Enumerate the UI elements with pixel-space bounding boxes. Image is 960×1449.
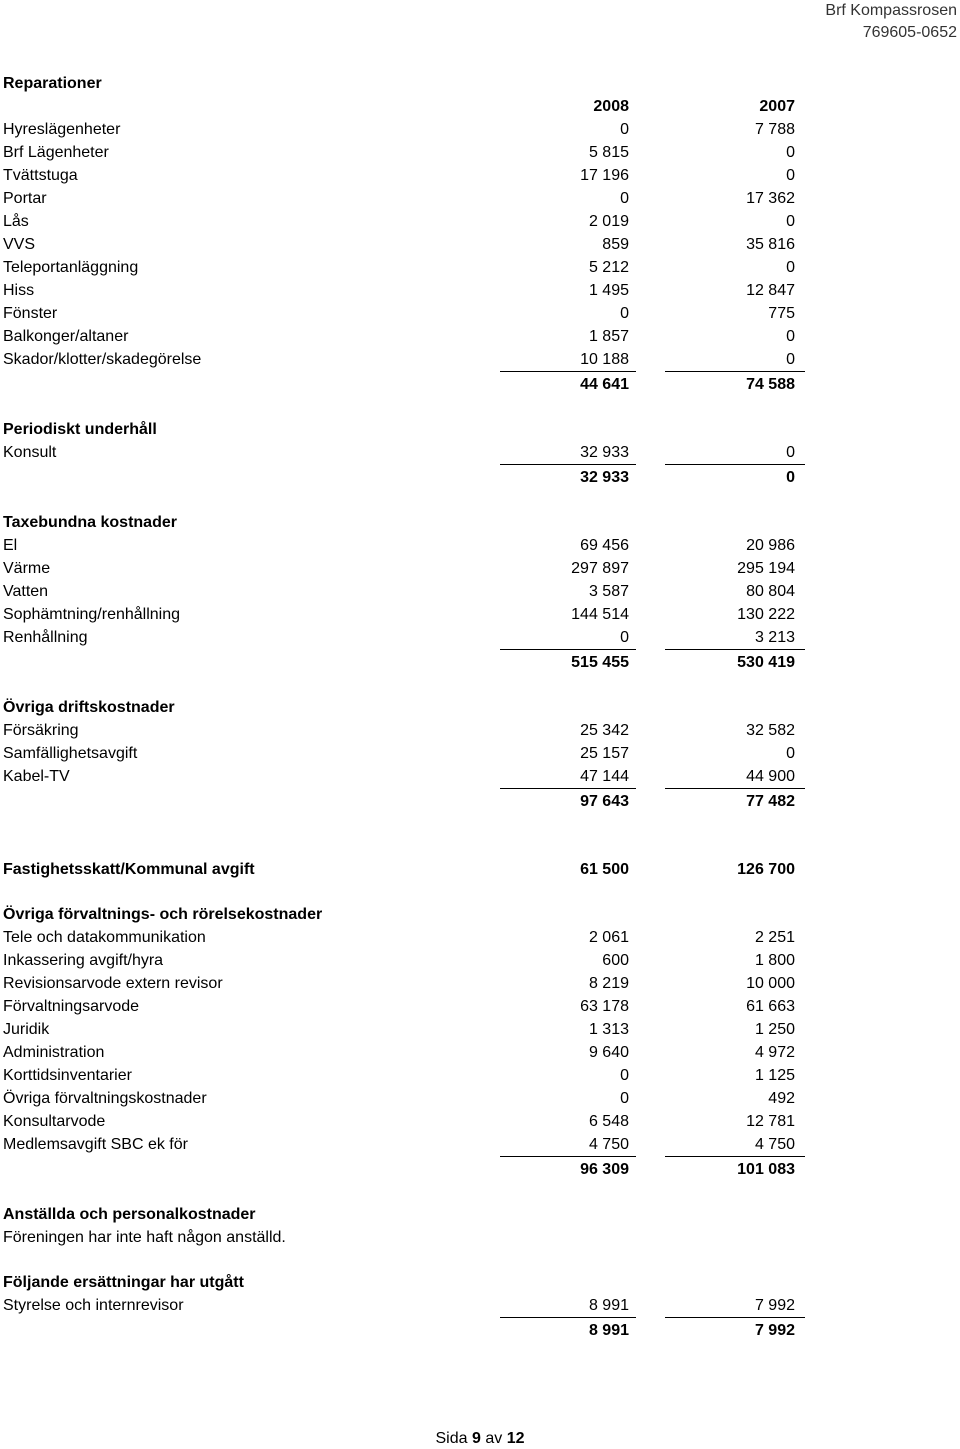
value-2007: 0 [786, 745, 795, 762]
rows-ovriga-drift [3, 719, 805, 788]
table-row [3, 1294, 805, 1317]
row-label: Samfällighetsavgift [3, 745, 138, 762]
value-2007: 4 750 [754, 1136, 795, 1153]
table-row [3, 1018, 805, 1041]
value-2008: 3 587 [588, 583, 629, 600]
table-row [3, 765, 805, 788]
row-label: Administration [3, 1044, 105, 1061]
total-ersattningar: 8 991 7 992 [3, 1317, 805, 1342]
table-row [3, 325, 805, 348]
value-2008: 8 219 [588, 975, 629, 992]
table-row [3, 1087, 805, 1110]
row-label: El [3, 537, 18, 554]
value-2007: 32 582 [746, 722, 795, 739]
row-label: Tele och datakommunikation [3, 929, 206, 946]
value-2008: 5 212 [588, 259, 629, 276]
value-2008: 6 548 [588, 1113, 629, 1130]
table-row [3, 626, 805, 649]
value-2007: 2 251 [754, 929, 795, 946]
year-header-row [3, 95, 805, 118]
row-label: VVS [3, 236, 36, 253]
year-2007: 2007 [759, 98, 795, 115]
row-label: Brf Lägenheter [3, 144, 109, 161]
table-row [3, 1110, 805, 1133]
table-row [3, 256, 805, 279]
table-row [3, 972, 805, 995]
row-label: Övriga förvaltningskostnader [3, 1090, 207, 1107]
organization-number: 769605-0652 [862, 24, 957, 41]
value-2008: 0 [620, 1067, 629, 1084]
total-ovriga-drift: 97 643 77 482 [3, 788, 805, 813]
row-label: Portar [3, 190, 47, 207]
value-2007: 0 [786, 328, 795, 345]
table-row [3, 603, 805, 626]
row-label: Kabel-TV [3, 768, 70, 785]
anstallda-text: Föreningen har inte haft någon anställd. [3, 1229, 286, 1246]
value-2008: 25 157 [580, 745, 629, 762]
rows-taxebundna [3, 534, 805, 649]
value-2007: 0 [786, 351, 795, 368]
value-2007: 1 125 [754, 1067, 795, 1084]
value-2007: 12 847 [746, 282, 795, 299]
row-label: Medlemsavgift SBC ek för [3, 1136, 188, 1153]
page-number: Sida 9 av 12 [435, 1430, 525, 1447]
value-2008: 144 514 [571, 606, 629, 623]
table-row [3, 742, 805, 765]
value-2007: 7 992 [754, 1297, 795, 1314]
table-row [3, 118, 805, 141]
value-2007: 1 800 [754, 952, 795, 969]
value-2007: 44 900 [746, 768, 795, 785]
rows-ersattningar [3, 1294, 805, 1317]
section-title-anstallda: Anställda och personalkostnader [3, 1206, 256, 1223]
row-label: Hiss [3, 282, 35, 299]
section-title-ovriga-drift: Övriga driftskostnader [3, 699, 175, 716]
value-2007: 80 804 [746, 583, 795, 600]
total-forvaltning: 96 309 101 083 [3, 1156, 805, 1181]
row-label: Vatten [3, 583, 49, 600]
row-label: Styrelse och internrevisor [3, 1297, 184, 1314]
section-title-reparationer: Reparationer [3, 75, 102, 92]
table-row [3, 302, 805, 325]
value-2008: 8 991 [588, 1297, 629, 1314]
rows-reparationer [3, 118, 805, 371]
value-2008: 0 [620, 629, 629, 646]
value-2008: 17 196 [580, 167, 629, 184]
section-title-ersattningar: Följande ersättningar har utgått [3, 1274, 244, 1291]
row-label: Juridik [3, 1021, 50, 1038]
table-row [3, 210, 805, 233]
row-label: Fönster [3, 305, 58, 322]
value-2007: 61 663 [746, 998, 795, 1015]
table-row [3, 187, 805, 210]
value-2008: 10 188 [580, 351, 629, 368]
value-2008: 2 061 [588, 929, 629, 946]
year-2008: 2008 [593, 98, 629, 115]
value-2007: 35 816 [746, 236, 795, 253]
value-2008: 297 897 [571, 560, 629, 577]
value-2008: 0 [620, 190, 629, 207]
value-2008: 32 933 [580, 444, 629, 461]
value-2007: 0 [786, 213, 795, 230]
value-2007: 17 362 [746, 190, 795, 207]
table-row [3, 1133, 805, 1156]
table-row [3, 1064, 805, 1087]
row-label: Sophämtning/renhållning [3, 606, 181, 623]
value-2007: 0 [786, 144, 795, 161]
table-row [3, 995, 805, 1018]
table-row [3, 580, 805, 603]
table-row [3, 534, 805, 557]
row-label: Balkonger/altaner [3, 328, 129, 345]
value-2007: 0 [786, 259, 795, 276]
sum-line [665, 464, 805, 465]
table-row [3, 441, 805, 464]
value-2008: 69 456 [580, 537, 629, 554]
value-2008: 0 [620, 305, 629, 322]
table-row [3, 279, 805, 302]
cost-notes [3, 72, 805, 1342]
value-2008: 1 495 [588, 282, 629, 299]
row-label: Tvättstuga [3, 167, 78, 184]
table-row [3, 557, 805, 580]
row-label: Lås [3, 213, 29, 230]
value-2008: 9 640 [588, 1044, 629, 1061]
table-row [3, 926, 805, 949]
row-fastighetsskatt: Fastighetsskatt/Kommunal avgift 61 500 126 700 [3, 861, 795, 878]
row-label: Konsultarvode [3, 1113, 106, 1130]
section-title-taxebundna: Taxebundna kostnader [3, 514, 177, 531]
row-label: Renhållning [3, 629, 88, 646]
row-label: Försäkring [3, 722, 79, 739]
total-taxebundna: 515 455 530 419 [3, 649, 805, 674]
value-2008: 1 857 [588, 328, 629, 345]
value-2007: 0 [786, 444, 795, 461]
table-row [3, 164, 805, 187]
value-2008: 1 313 [588, 1021, 629, 1038]
value-2008: 4 750 [588, 1136, 629, 1153]
value-2007: 4 972 [754, 1044, 795, 1061]
value-2007: 492 [768, 1090, 795, 1107]
value-2008: 25 342 [580, 722, 629, 739]
organization-name: Brf Kompassrosen [825, 2, 957, 19]
value-2007: 20 986 [746, 537, 795, 554]
section-title-periodiskt: Periodiskt underhåll [3, 421, 157, 438]
document-header [825, 0, 957, 44]
value-2007: 775 [768, 305, 795, 322]
value-2007: 295 194 [737, 560, 795, 577]
value-2007: 3 213 [754, 629, 795, 646]
row-label: Korttidsinventarier [3, 1067, 132, 1084]
table-row [3, 719, 805, 742]
rows-periodiskt [3, 441, 805, 464]
row-label: Värme [3, 560, 51, 577]
row-label: Konsult [3, 444, 57, 461]
table-row [3, 141, 805, 164]
table-row [3, 233, 805, 256]
value-2008: 0 [620, 121, 629, 138]
value-2008: 47 144 [580, 768, 629, 785]
table-row [3, 348, 805, 371]
value-2007: 1 250 [754, 1021, 795, 1038]
rows-forvaltning [3, 926, 805, 1156]
value-2007: 0 [786, 167, 795, 184]
row-label: Revisionsarvode extern revisor [3, 975, 223, 992]
value-2008: 0 [620, 1090, 629, 1107]
row-label: Inkassering avgift/hyra [3, 952, 164, 969]
row-label: Förvaltningsarvode [3, 998, 140, 1015]
total-periodiskt: 32 933 0 [3, 464, 805, 489]
row-label: Hyreslägenheter [3, 121, 121, 138]
value-2008: 63 178 [580, 998, 629, 1015]
section-title-forvaltning: Övriga förvaltnings- och rörelsekostnader [3, 906, 323, 923]
row-label: Skador/klotter/skadegörelse [3, 351, 202, 368]
value-2007: 12 781 [746, 1113, 795, 1130]
value-2007: 7 788 [754, 121, 795, 138]
value-2007: 10 000 [746, 975, 795, 992]
value-2007: 130 222 [737, 606, 795, 623]
table-row [3, 1041, 805, 1064]
value-2008: 600 [602, 952, 629, 969]
total-reparationer: 44 641 74 588 [3, 371, 805, 396]
table-row [3, 949, 805, 972]
value-2008: 859 [602, 236, 629, 253]
row-label: Teleportanläggning [3, 259, 139, 276]
value-2008: 2 019 [588, 213, 629, 230]
value-2008: 5 815 [588, 144, 629, 161]
